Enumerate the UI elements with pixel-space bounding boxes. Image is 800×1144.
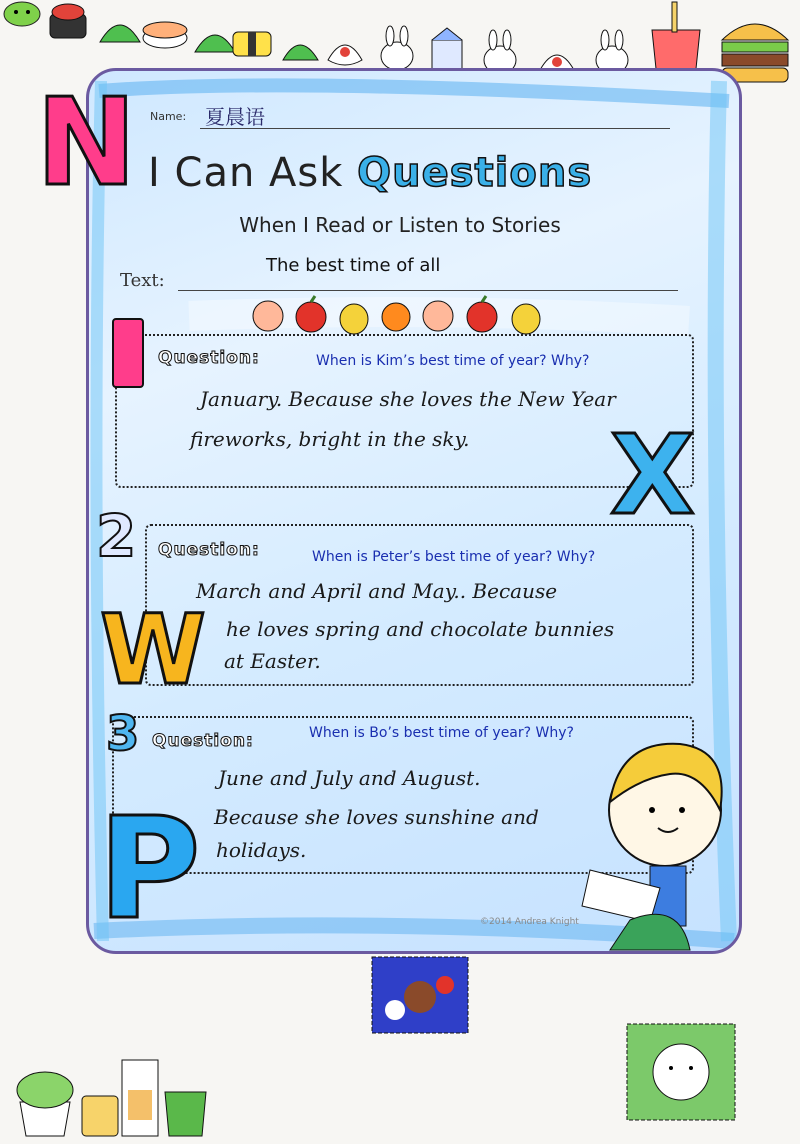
egg-sushi-sticker [233,32,271,56]
name-underline [200,128,670,129]
bunny-sticker [381,26,413,70]
number-1-badge [112,318,144,388]
answer-3-line-1: June and July and August. [218,766,481,790]
bag-sticker [328,45,362,65]
question-number-2: 2 [96,502,137,570]
apple-icon [467,296,497,332]
text-label: Text: [120,270,165,291]
page-title [148,150,592,196]
stamp-berries [370,955,470,1035]
question-label-2: Question: [158,540,260,560]
chips-bag-icon [165,1092,206,1136]
peach-icon [253,301,283,331]
cupcake-icon [17,1072,73,1136]
green-swirl-sticker [195,35,235,52]
letter-n-sticker: N [36,74,137,213]
text-underline [178,290,678,291]
text-title: The best time of all [266,255,441,276]
title-prefix: I Can Ask [148,150,358,196]
answer-1-line-2: fireworks, bright in the sky. [190,427,470,451]
sushi-roll-sticker [50,4,86,38]
name-label: Name: [150,110,187,123]
question-number-3: 3 [106,706,140,762]
orange-icon [382,303,410,331]
question-label-3: Question: [152,731,254,751]
letter-p-sticker: P [98,788,201,951]
shrimp-sushi-sticker [143,22,187,48]
pear-icon [340,304,368,334]
answer-2-line-1: March and April and May.. Because [196,579,558,603]
answer-3-line-2: Because she loves sunshine and [214,805,539,829]
juice-box-icon [122,1060,158,1136]
boy-drawing [570,730,740,960]
title-highlight: Questions [357,150,593,196]
peach-icon [423,301,453,331]
answer-1-line-1: January. Because she loves the New Year [200,387,616,411]
fruit-row [248,294,558,336]
bottom-food-stickers [10,1040,210,1140]
question-prompt-2: When is Peter’s best time of year? Why? [312,549,596,565]
question-label-1: Question: [158,348,260,368]
copyright-notice: ©2014 Andrea Knight [480,917,579,927]
cracker-icon [82,1096,118,1136]
question-prompt-3: When is Bo’s best time of year? Why? [309,725,574,741]
question-prompt-1: When is Kim’s best time of year? Why? [316,353,590,369]
page-subtitle: When I Read or Listen to Stories [239,213,561,237]
pear-icon [512,304,540,334]
stamp-bear [625,1022,737,1122]
green-swirl-sticker [283,45,318,60]
student-name: 夏晨语 [205,105,265,129]
green-swirl-sticker [100,25,140,42]
answer-2-line-2: he loves spring and chocolate bunnies [226,617,615,641]
apple-icon [296,296,326,332]
green-bean-sticker [4,2,40,26]
boy-face-icon [609,744,722,866]
answer-2-line-3: at Easter. [224,649,321,673]
letter-w-sticker: W [100,594,206,706]
letter-x-sticker: X [610,411,695,539]
answer-3-line-3: holidays. [216,838,307,862]
